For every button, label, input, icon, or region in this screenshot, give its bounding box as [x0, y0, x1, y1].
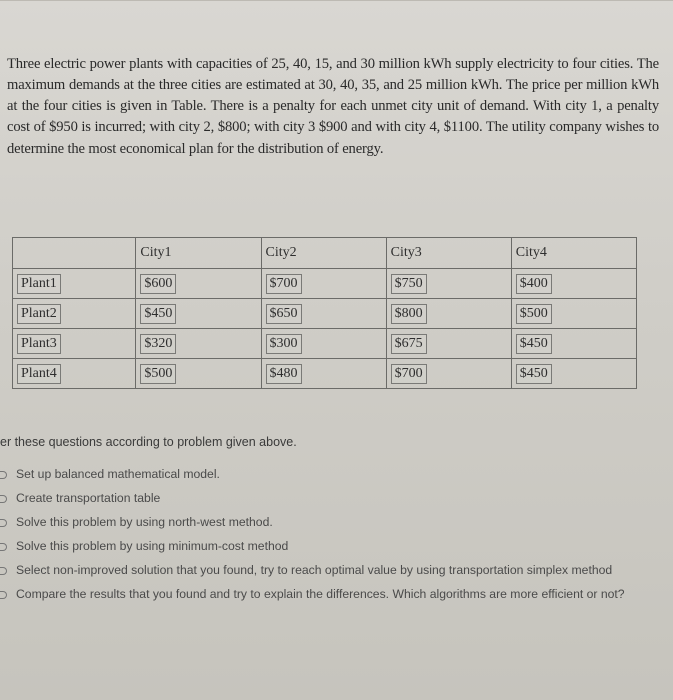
- price-cell: [511, 269, 636, 299]
- question-text: Create transportation table: [16, 491, 161, 505]
- question-text: Set up balanced mathematical model.: [16, 467, 220, 481]
- plant-label: Plant4: [17, 364, 61, 384]
- question-item: [0, 538, 640, 555]
- price-value: $480: [266, 364, 302, 384]
- price-cell: [136, 329, 261, 359]
- price-value: $450: [140, 304, 176, 324]
- price-cell: [136, 269, 261, 299]
- price-cell: [386, 269, 511, 299]
- row-label: [13, 359, 136, 389]
- plant-label: Plant3: [17, 334, 61, 354]
- table-row: [13, 269, 637, 299]
- price-value: $750: [391, 274, 427, 294]
- bullet-icon: [0, 591, 7, 599]
- header-cell: [13, 238, 136, 269]
- question-item: [0, 490, 640, 507]
- price-cell: [261, 299, 386, 329]
- bullet-icon: [0, 495, 7, 503]
- price-cell: [136, 299, 261, 329]
- price-value: $700: [266, 274, 302, 294]
- price-cell: [386, 299, 511, 329]
- price-value: $800: [391, 304, 427, 324]
- price-value: $600: [140, 274, 176, 294]
- table-row: [13, 359, 637, 389]
- price-value: $320: [140, 334, 176, 354]
- question-text: Solve this problem by using north-west method.: [16, 515, 273, 529]
- header-cell: City4: [511, 238, 636, 269]
- question-item: [0, 514, 640, 531]
- question-text: Compare the results that you found and try to explain the differences. Which algorithms are more efficient or not?: [16, 587, 625, 601]
- row-label: [13, 329, 136, 359]
- price-cell: [261, 269, 386, 299]
- price-value: $500: [140, 364, 176, 384]
- price-cell: [386, 359, 511, 389]
- row-label: [13, 299, 136, 329]
- price-table: [12, 237, 637, 389]
- price-cell: [386, 329, 511, 359]
- price-cell: [511, 359, 636, 389]
- problem-paragraph: Three electric power plants with capacities of 25, 40, 15, and 30 million kWh supply electricity to four cities. The maximum demands at the three cities are estimated at 30, 40, 35, and 25 million kWh. The price per million kWh at the four cities is given in Table. There is a penalty for each unmet city unit of demand. With city 1, a penalty cost of $950 is incurred; with city 2, $800; with city 3 $900 and with city 4, $1100. The utility company wishes to determine the most economical plan for the distribution of energy.: [7, 55, 659, 157]
- price-cell: [261, 329, 386, 359]
- question-item: [0, 586, 640, 603]
- header-cell: City1: [136, 238, 261, 269]
- price-value: $650: [266, 304, 302, 324]
- bullet-icon: [0, 471, 7, 479]
- plant-label: Plant2: [17, 304, 61, 324]
- question-list: [0, 466, 640, 610]
- table-row: [13, 299, 637, 329]
- row-label: [13, 269, 136, 299]
- question-item: [0, 562, 640, 579]
- instruction-text: er these questions according to problem given above.: [0, 435, 297, 449]
- bullet-icon: [0, 543, 7, 551]
- question-text: Select non-improved solution that you found, try to reach optimal value by using transportation simplex method: [16, 563, 613, 577]
- price-cell: [261, 359, 386, 389]
- bullet-icon: [0, 519, 7, 527]
- question-item: [0, 466, 640, 483]
- price-cell: [511, 329, 636, 359]
- price-value: $300: [266, 334, 302, 354]
- header-cell: City2: [261, 238, 386, 269]
- price-cell: [136, 359, 261, 389]
- price-value: $700: [391, 364, 427, 384]
- question-text: Solve this problem by using minimum-cost method: [16, 539, 289, 553]
- header-cell: City3: [386, 238, 511, 269]
- price-value: $675: [391, 334, 427, 354]
- plant-label: Plant1: [17, 274, 61, 294]
- table-row: [13, 329, 637, 359]
- bullet-icon: [0, 567, 7, 575]
- price-value: $500: [516, 304, 552, 324]
- table-header-row: [13, 238, 637, 269]
- price-value: $400: [516, 274, 552, 294]
- price-cell: [511, 299, 636, 329]
- price-value: $450: [516, 364, 552, 384]
- price-value: $450: [516, 334, 552, 354]
